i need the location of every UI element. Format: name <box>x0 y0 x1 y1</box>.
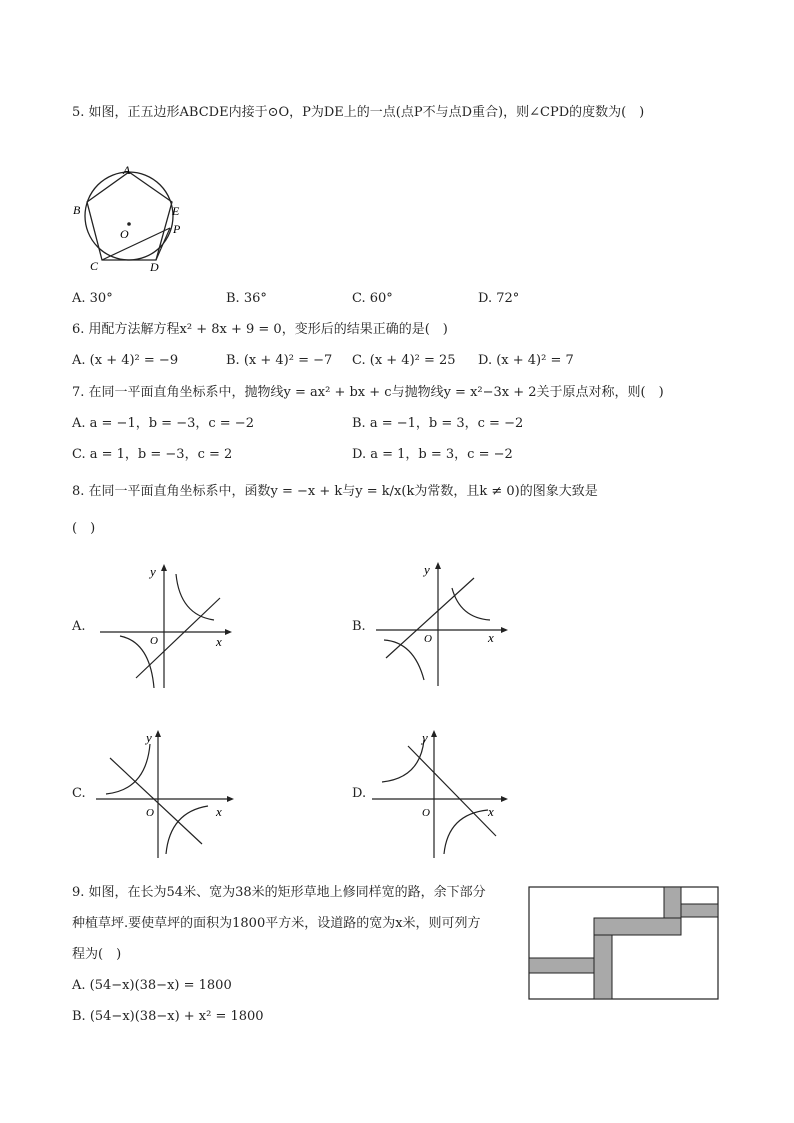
svg-text:O: O <box>146 807 154 819</box>
svg-text:y: y <box>146 730 152 745</box>
q9-stem-line-3: 程为( ) <box>72 947 122 962</box>
svg-text:y: y <box>150 564 156 579</box>
svg-text:x: x <box>488 630 494 645</box>
label-o: O <box>120 227 129 241</box>
svg-text:y: y <box>422 730 428 745</box>
q7-option-b[interactable]: B. a = −1，b = 3，c = −2 <box>352 416 524 431</box>
svg-text:x: x <box>488 804 494 819</box>
q5-option-b[interactable]: B. 36° <box>226 291 267 306</box>
center-dot <box>127 222 131 226</box>
q8-graph-b[interactable] <box>368 558 518 693</box>
q5-stem: 5. 如图，正五边形ABCDE内接于⊙O，P为DE上的一点(点P不与点D重合)，则∠CPD的度数为( ) <box>72 105 645 120</box>
svg-text:y: y <box>424 562 430 577</box>
label-d: D <box>150 260 159 274</box>
svg-text:x: x <box>216 634 222 649</box>
q8-option-c-label[interactable]: C. <box>72 786 86 801</box>
q9-option-a[interactable]: A. (54−x)(38−x) = 1800 <box>72 978 232 993</box>
q8-option-a-label[interactable]: A. <box>72 619 86 634</box>
q7-option-c[interactable]: C. a = 1，b = −3，c = 2 <box>72 447 233 462</box>
q6-option-a[interactable]: A. (x + 4)² = −9 <box>72 353 179 368</box>
q9-stem-line-1: 9. 如图，在长为54米、宽为38米的矩形草地上修同样宽的路，余下部分 <box>72 885 486 900</box>
svg-text:O: O <box>424 633 432 645</box>
label-c: C <box>90 259 99 273</box>
label-a: A <box>123 163 131 177</box>
q7-option-d[interactable]: D. a = 1，b = 3，c = −2 <box>352 447 513 462</box>
label-p: P <box>173 222 181 236</box>
q8-option-b-label[interactable]: B. <box>352 619 366 634</box>
svg-text:O: O <box>422 807 430 819</box>
q6-option-b[interactable]: B. (x + 4)² = −7 <box>226 353 333 368</box>
q6-stem: 6. 用配方法解方程x² + 8x + 9 = 0，变形后的结果正确的是( ) <box>72 322 448 337</box>
svg-text:x: x <box>216 804 222 819</box>
svg-text:O: O <box>150 635 158 647</box>
q8-graph-a[interactable] <box>92 560 242 695</box>
label-e: E <box>172 204 180 218</box>
q7-option-a[interactable]: A. a = −1，b = −3，c = −2 <box>72 416 254 431</box>
q7-stem: 7. 在同一平面直角坐标系中，抛物线y = ax² + bx + c与抛物线y = x²−3x + 2关于原点对称，则( ) <box>72 385 664 400</box>
q9-option-b[interactable]: B. (54−x)(38−x) + x² = 1800 <box>72 1009 264 1024</box>
q9-road-figure <box>528 886 720 1002</box>
q5-option-a[interactable]: A. 30° <box>72 291 113 306</box>
q9-stem-line-2: 种植草坪.要使草坪的面积为1800平方米，设道路的宽为x米，则可列方 <box>72 916 481 931</box>
q6-option-c[interactable]: C. (x + 4)² = 25 <box>352 353 456 368</box>
q5-option-d[interactable]: D. 72° <box>478 291 520 306</box>
q8-blank: ( ) <box>72 521 96 536</box>
q5-option-c[interactable]: C. 60° <box>352 291 393 306</box>
q8-stem: 8. 在同一平面直角坐标系中，函数y = −x + k与y = k/x(k为常数，且k ≠ 0)的图象大致是 <box>72 484 598 499</box>
label-b: B <box>73 203 81 217</box>
q8-option-d-label[interactable]: D. <box>352 786 367 801</box>
q8-graph-d[interactable] <box>368 726 518 861</box>
q8-graph-c[interactable] <box>92 726 242 861</box>
q6-option-d[interactable]: D. (x + 4)² = 7 <box>478 353 574 368</box>
q5-pentagon-figure <box>66 160 196 280</box>
